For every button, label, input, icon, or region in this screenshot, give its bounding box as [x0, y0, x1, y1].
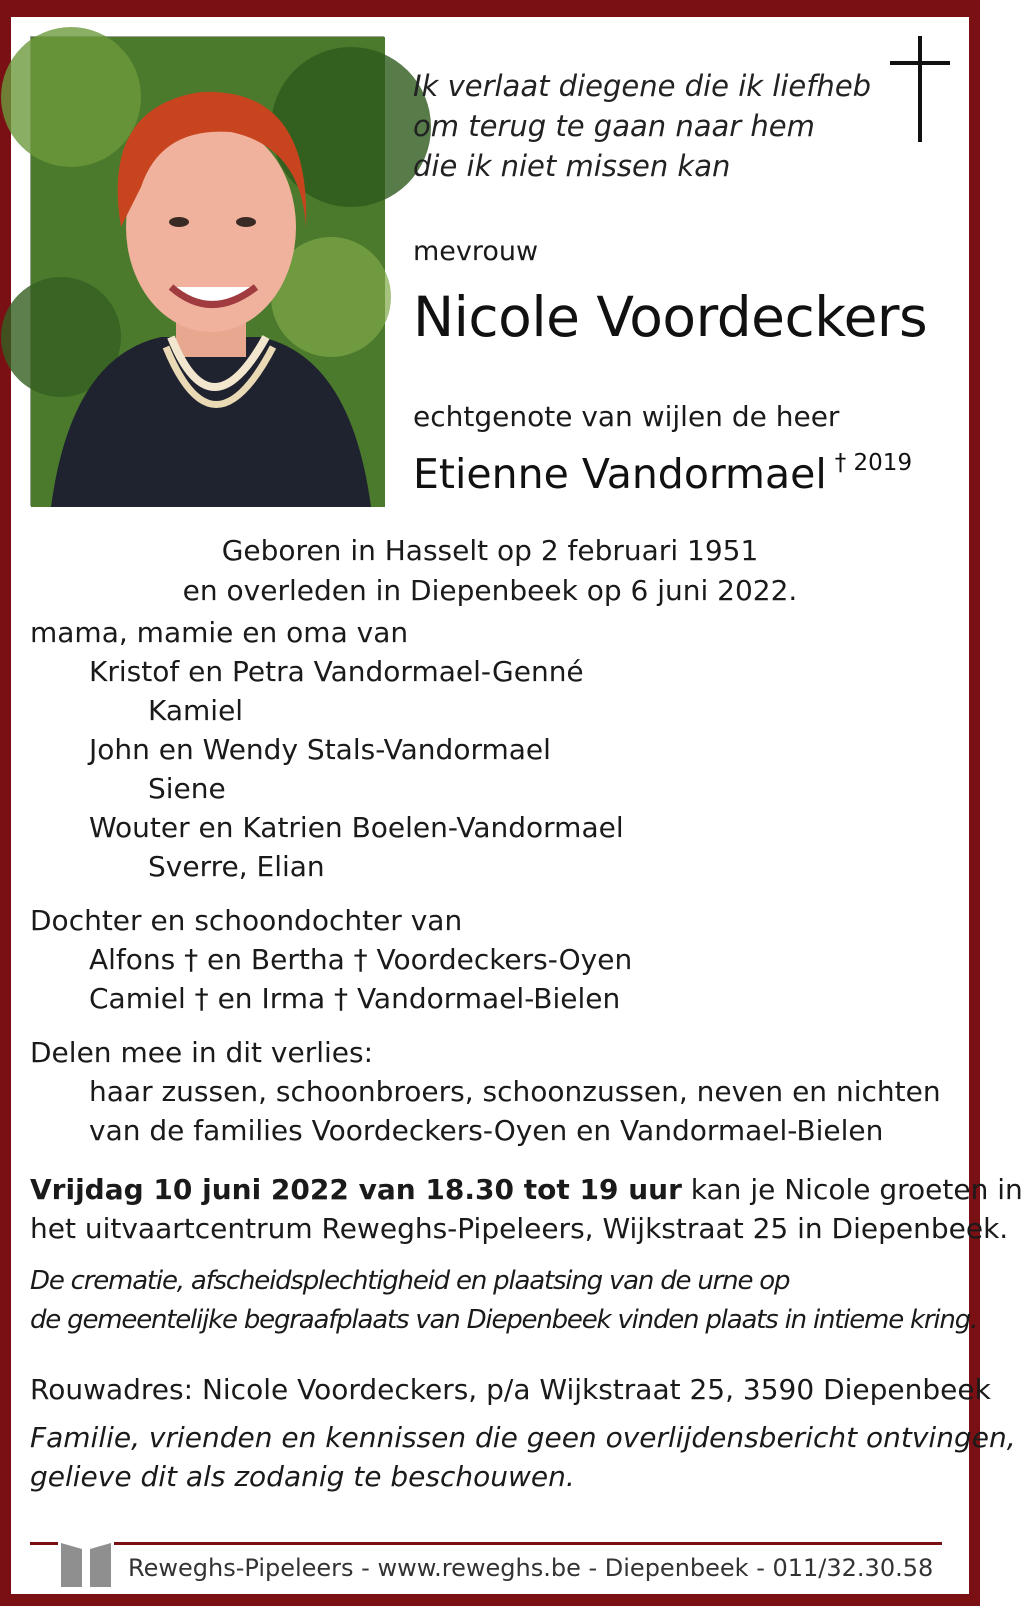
portrait-photo: [30, 36, 384, 506]
parents-line: Camiel † en Irma † Vandormael-Bielen: [89, 982, 621, 1015]
relatives-line: haar zussen, schoonbroers, schoonzussen, neven en nichten: [89, 1075, 941, 1108]
memorial-verse: [413, 66, 873, 186]
spouse-intro: echtgenote van wijlen de heer: [413, 400, 840, 433]
spouse-name-line: [413, 450, 912, 498]
mourning-address: Rouwadres: Nicole Voordeckers, p/a Wijkstraat 25, 3590 Diepenbeek: [30, 1373, 991, 1406]
cross-icon: [890, 36, 950, 142]
verse-line: om terug te gaan naar hem: [413, 109, 815, 143]
birth-line: Geboren in Hasselt op 2 februari 1951: [221, 534, 759, 567]
child-couple: Kristof en Petra Vandormael-Genné: [89, 655, 584, 688]
ceremony-line: De crematie, afscheidsplechtigheid en plaatsing van de urne op: [30, 1266, 790, 1296]
notice-line: Familie, vrienden en kennissen die geen overlijdensbericht ontvingen,: [30, 1421, 1016, 1454]
spouse-death-year: † 2019: [834, 450, 913, 476]
visitation-location: het uitvaartcentrum Reweghs-Pipeleers, Wijkstraat 25 in Diepenbeek.: [30, 1212, 1009, 1245]
family-intro: mama, mamie en oma van: [30, 616, 409, 649]
notice-line: gelieve dit als zodanig te beschouwen.: [30, 1460, 575, 1493]
child-couple: Wouter en Katrien Boelen-Vandormael: [89, 811, 624, 844]
visitation-text: kan je Nicole groeten in: [681, 1173, 1023, 1206]
grandchildren: Sverre, Elian: [148, 850, 325, 883]
grandchildren: Kamiel: [148, 694, 244, 727]
child-couple: John en Wendy Stals-Vandormael: [89, 733, 551, 766]
parents-intro: Dochter en schoondochter van: [30, 904, 463, 937]
footer-divider: [30, 1542, 942, 1545]
funeral-home-logo-icon: [58, 1535, 114, 1587]
visitation-line: [30, 1173, 1023, 1206]
parents-line: Alfons † en Bertha † Voordeckers-Oyen: [89, 943, 633, 976]
deceased-name: Nicole Voordeckers: [413, 285, 928, 349]
footer-contact: Reweghs-Pipeleers - www.reweghs.be - Diepenbeek - 011/32.30.58: [128, 1554, 934, 1582]
visitation-time: Vrijdag 10 juni 2022 van 18.30 tot 19 uur: [30, 1173, 682, 1206]
verse-line: die ik niet missen kan: [413, 149, 731, 183]
relatives-line: van de families Voordeckers-Oyen en Vandormael-Bielen: [89, 1114, 884, 1147]
ceremony-line: de gemeentelijke begraafplaats van Diepenbeek vinden plaats in intieme kring.: [30, 1305, 978, 1335]
verse-line: Ik verlaat diegene die ik liefheb: [413, 69, 872, 103]
grandchildren: Siene: [148, 772, 226, 805]
relatives-intro: Delen mee in dit verlies:: [30, 1036, 374, 1069]
honorific: mevrouw: [413, 236, 539, 267]
spouse-name: Etienne Vandormael: [413, 450, 827, 498]
death-line: en overleden in Diepenbeek op 6 juni 2022.: [182, 574, 798, 607]
